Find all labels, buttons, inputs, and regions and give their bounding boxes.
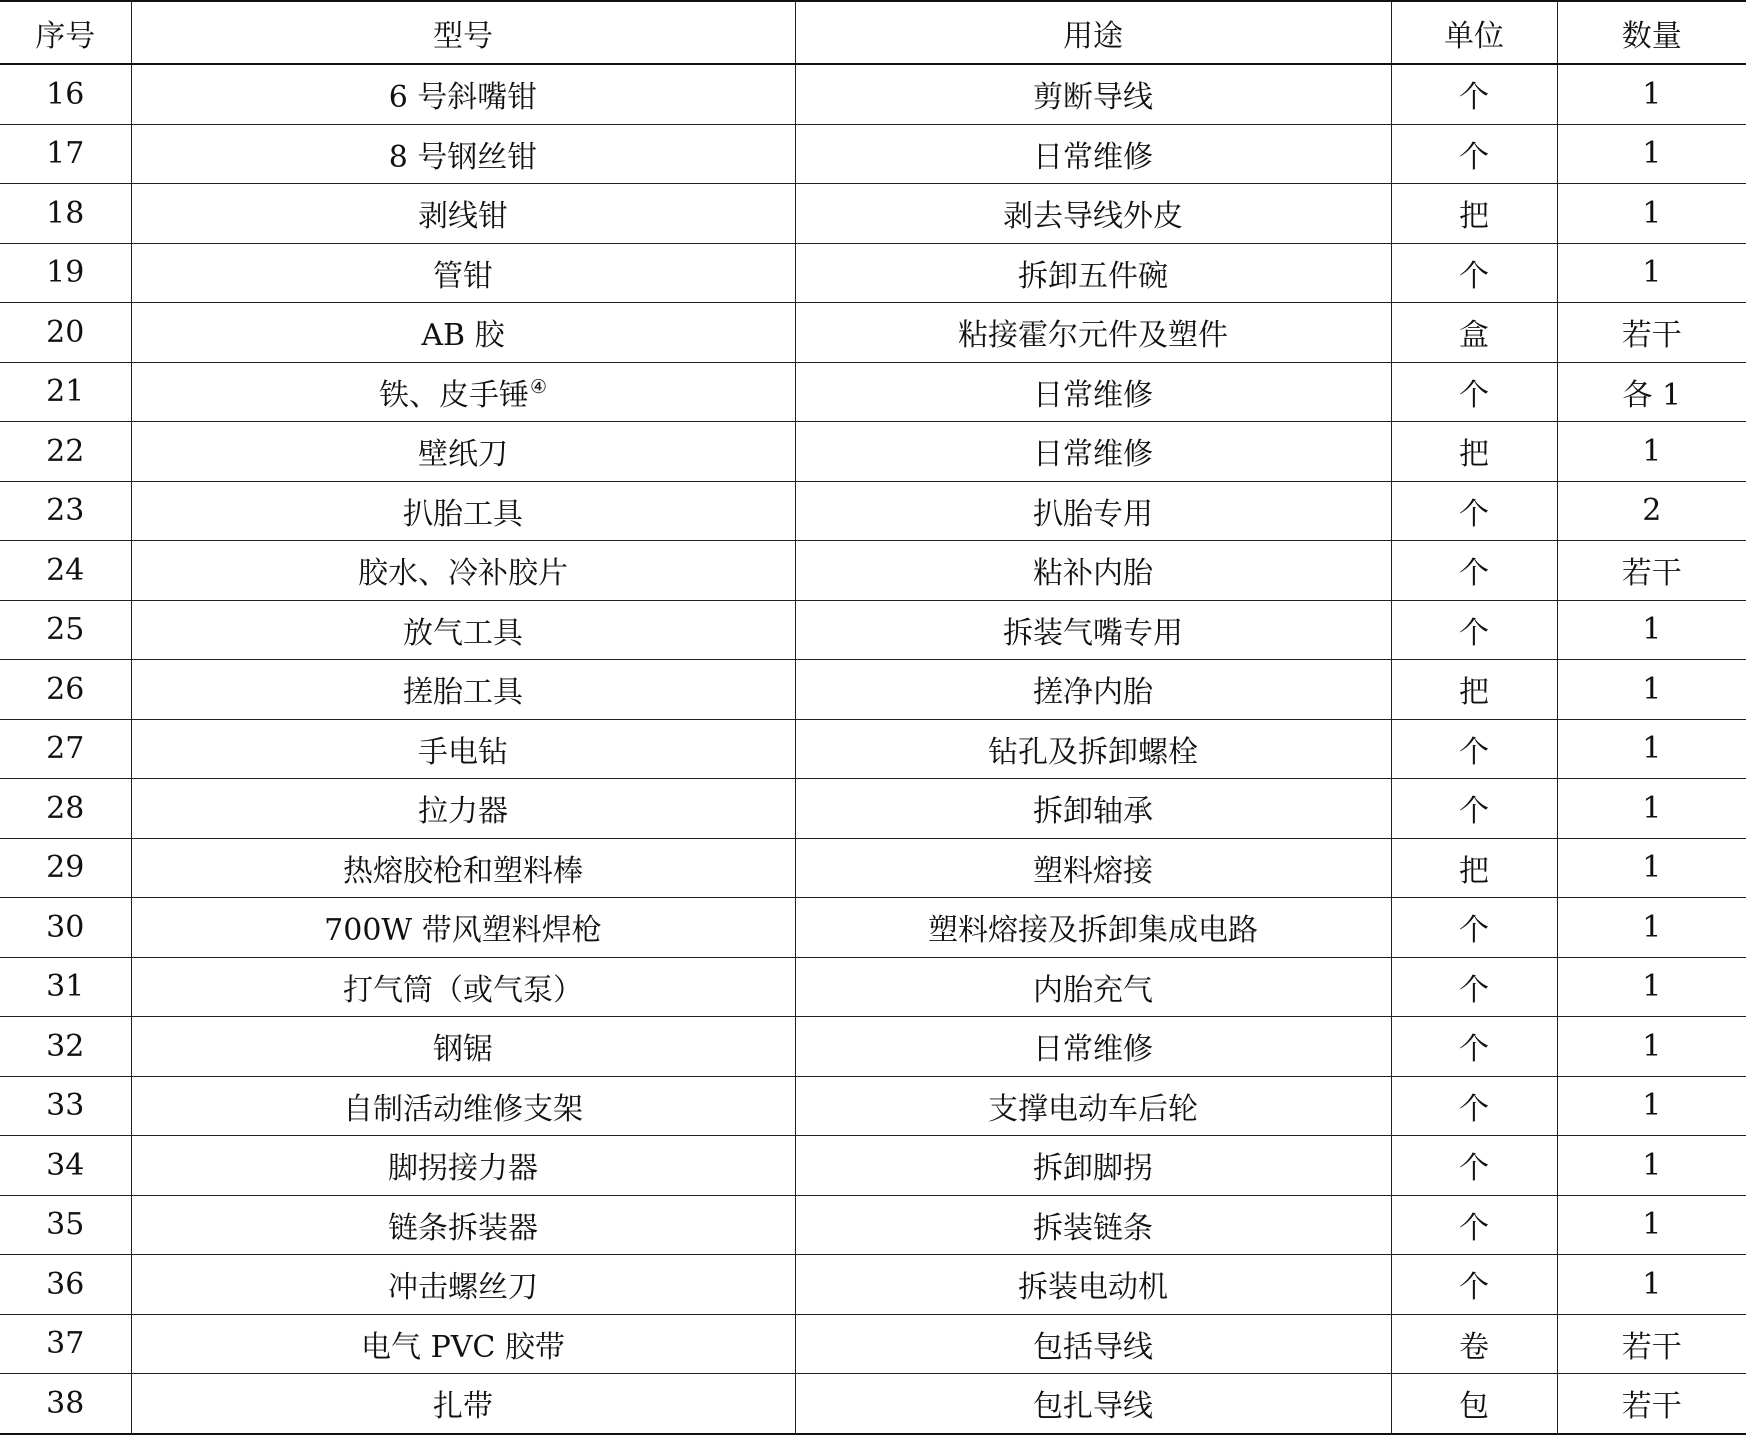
model-cell (131, 898, 795, 958)
model-cell (131, 779, 795, 839)
model-cell (131, 422, 795, 482)
serial-number-cell: 26 (0, 660, 131, 720)
header-serial-number: 序号 (0, 1, 131, 64)
header-row (0, 1, 1746, 64)
table-header (0, 1, 1746, 64)
table-row (0, 243, 1746, 303)
unit-cell: 个 (1391, 1255, 1557, 1315)
serial-number-cell: 31 (0, 957, 131, 1017)
unit-cell: 盒 (1391, 303, 1557, 363)
model-text: 壁纸刀 (418, 437, 508, 473)
model-cell (131, 838, 795, 898)
model-cell (131, 541, 795, 601)
serial-number-cell: 28 (0, 779, 131, 839)
usage-cell: 塑料熔接及拆卸集成电路 (795, 898, 1391, 958)
model-cell (131, 481, 795, 541)
header-unit: 单位 (1391, 1, 1557, 64)
model-cell (131, 1255, 795, 1315)
quantity-cell: 2 (1557, 481, 1746, 541)
quantity-cell: 若干 (1557, 541, 1746, 601)
model-cell (131, 303, 795, 363)
serial-number-cell: 16 (0, 64, 131, 124)
table-row (0, 184, 1746, 244)
quantity-cell: 各 1 (1557, 362, 1746, 422)
model-cell (131, 660, 795, 720)
model-cell (131, 719, 795, 779)
table-row (0, 898, 1746, 958)
model-cell (131, 1136, 795, 1196)
table-row (0, 1314, 1746, 1374)
model-text: 扒胎工具 (403, 496, 523, 532)
quantity-cell: 1 (1557, 1255, 1746, 1315)
model-text: 电气 PVC 胶带 (361, 1329, 565, 1365)
serial-number-cell: 19 (0, 243, 131, 303)
unit-cell: 把 (1391, 184, 1557, 244)
model-cell (131, 1076, 795, 1136)
model-text: 链条拆装器 (388, 1210, 538, 1246)
model-text: 6 号斜嘴钳 (388, 80, 538, 116)
quantity-cell: 1 (1557, 898, 1746, 958)
quantity-cell: 1 (1557, 1136, 1746, 1196)
quantity-cell: 1 (1557, 1017, 1746, 1077)
quantity-cell: 1 (1557, 957, 1746, 1017)
serial-number-cell: 30 (0, 898, 131, 958)
header-model: 型号 (131, 1, 795, 64)
serial-number-cell: 33 (0, 1076, 131, 1136)
model-text: 剥线钳 (418, 199, 508, 235)
unit-cell: 个 (1391, 1017, 1557, 1077)
serial-number-cell: 24 (0, 541, 131, 601)
usage-cell: 包括导线 (795, 1314, 1391, 1374)
unit-cell: 个 (1391, 362, 1557, 422)
quantity-cell: 1 (1557, 124, 1746, 184)
usage-cell: 拆卸五件碗 (795, 243, 1391, 303)
usage-cell: 搓净内胎 (795, 660, 1391, 720)
unit-cell: 个 (1391, 957, 1557, 1017)
model-cell (131, 1314, 795, 1374)
usage-cell: 拆装链条 (795, 1195, 1391, 1255)
model-text: 拉力器 (418, 794, 508, 830)
model-cell (131, 600, 795, 660)
footnote-marker: ④ (529, 375, 548, 398)
model-text: 钢锯 (433, 1032, 493, 1068)
usage-cell: 拆装气嘴专用 (795, 600, 1391, 660)
usage-cell: 钻孔及拆卸螺栓 (795, 719, 1391, 779)
quantity-cell: 1 (1557, 184, 1746, 244)
table-row (0, 1255, 1746, 1315)
table-row (0, 1017, 1746, 1077)
serial-number-cell: 23 (0, 481, 131, 541)
table-row (0, 600, 1746, 660)
table-row (0, 1136, 1746, 1196)
usage-cell: 日常维修 (795, 124, 1391, 184)
model-cell (131, 124, 795, 184)
usage-cell: 粘补内胎 (795, 541, 1391, 601)
usage-cell: 拆卸脚拐 (795, 1136, 1391, 1196)
table-row (0, 422, 1746, 482)
model-text: 胶水、冷补胶片 (358, 556, 568, 592)
model-text: 铁、皮手锤 (378, 377, 529, 413)
unit-cell: 个 (1391, 898, 1557, 958)
model-cell (131, 957, 795, 1017)
unit-cell: 个 (1391, 1076, 1557, 1136)
model-text: 700W 带风塑料焊枪 (324, 913, 602, 949)
header-usage: 用途 (795, 1, 1391, 64)
usage-cell: 支撑电动车后轮 (795, 1076, 1391, 1136)
serial-number-cell: 35 (0, 1195, 131, 1255)
quantity-cell: 1 (1557, 1076, 1746, 1136)
quantity-cell: 1 (1557, 600, 1746, 660)
unit-cell: 个 (1391, 600, 1557, 660)
model-text: 冲击螺丝刀 (388, 1270, 538, 1306)
usage-cell: 拆卸轴承 (795, 779, 1391, 839)
model-text: 热熔胶枪和塑料棒 (343, 853, 583, 889)
unit-cell: 个 (1391, 1136, 1557, 1196)
model-text: 8 号钢丝钳 (388, 139, 538, 175)
serial-number-cell: 27 (0, 719, 131, 779)
serial-number-cell: 17 (0, 124, 131, 184)
unit-cell: 个 (1391, 64, 1557, 124)
quantity-cell: 1 (1557, 1195, 1746, 1255)
table-row (0, 1195, 1746, 1255)
model-text: 管钳 (433, 258, 493, 294)
model-cell (131, 1195, 795, 1255)
table-row (0, 124, 1746, 184)
usage-cell: 日常维修 (795, 1017, 1391, 1077)
quantity-cell: 1 (1557, 838, 1746, 898)
usage-cell: 粘接霍尔元件及塑件 (795, 303, 1391, 363)
table-row (0, 779, 1746, 839)
unit-cell: 个 (1391, 541, 1557, 601)
model-cell (131, 1374, 795, 1434)
usage-cell: 扒胎专用 (795, 481, 1391, 541)
serial-number-cell: 32 (0, 1017, 131, 1077)
table-row (0, 1374, 1746, 1434)
header-quantity: 数量 (1557, 1, 1746, 64)
unit-cell: 卷 (1391, 1314, 1557, 1374)
quantity-cell: 1 (1557, 779, 1746, 839)
serial-number-cell: 22 (0, 422, 131, 482)
serial-number-cell: 20 (0, 303, 131, 363)
serial-number-cell: 25 (0, 600, 131, 660)
unit-cell: 个 (1391, 1195, 1557, 1255)
table-row (0, 660, 1746, 720)
usage-cell: 日常维修 (795, 422, 1391, 482)
table-row (0, 838, 1746, 898)
serial-number-cell: 21 (0, 362, 131, 422)
usage-cell: 剪断导线 (795, 64, 1391, 124)
model-text: 脚拐接力器 (388, 1151, 538, 1187)
serial-number-cell: 38 (0, 1374, 131, 1434)
table-row (0, 362, 1746, 422)
serial-number-cell: 18 (0, 184, 131, 244)
serial-number-cell: 36 (0, 1255, 131, 1315)
usage-cell: 内胎充气 (795, 957, 1391, 1017)
quantity-cell: 1 (1557, 719, 1746, 779)
unit-cell: 个 (1391, 243, 1557, 303)
model-text: 打气筒（或气泵） (343, 972, 583, 1008)
quantity-cell: 1 (1557, 243, 1746, 303)
unit-cell: 把 (1391, 422, 1557, 482)
model-cell (131, 64, 795, 124)
table-body (0, 64, 1746, 1434)
quantity-cell: 若干 (1557, 303, 1746, 363)
model-text: 手电钻 (418, 734, 508, 770)
serial-number-cell: 37 (0, 1314, 131, 1374)
quantity-cell: 1 (1557, 660, 1746, 720)
model-text: 扎带 (433, 1389, 493, 1425)
table-row (0, 1076, 1746, 1136)
usage-cell: 剥去导线外皮 (795, 184, 1391, 244)
serial-number-cell: 29 (0, 838, 131, 898)
model-text: AB 胶 (421, 318, 505, 354)
model-cell (131, 1017, 795, 1077)
table-row (0, 541, 1746, 601)
table-row (0, 481, 1746, 541)
model-text: 自制活动维修支架 (343, 1091, 583, 1127)
unit-cell: 个 (1391, 779, 1557, 839)
table-row (0, 957, 1746, 1017)
model-cell (131, 362, 795, 422)
quantity-cell: 1 (1557, 64, 1746, 124)
unit-cell: 把 (1391, 660, 1557, 720)
quantity-cell: 若干 (1557, 1314, 1746, 1374)
serial-number-cell: 34 (0, 1136, 131, 1196)
model-cell (131, 184, 795, 244)
quantity-cell: 若干 (1557, 1374, 1746, 1434)
usage-cell: 日常维修 (795, 362, 1391, 422)
usage-cell: 拆装电动机 (795, 1255, 1391, 1315)
quantity-cell: 1 (1557, 422, 1746, 482)
unit-cell: 个 (1391, 719, 1557, 779)
unit-cell: 个 (1391, 124, 1557, 184)
table-row (0, 719, 1746, 779)
unit-cell: 把 (1391, 838, 1557, 898)
table-row (0, 303, 1746, 363)
table-row (0, 64, 1746, 124)
model-cell (131, 243, 795, 303)
unit-cell: 个 (1391, 481, 1557, 541)
unit-cell: 包 (1391, 1374, 1557, 1434)
model-text: 搓胎工具 (403, 675, 523, 711)
model-text: 放气工具 (403, 615, 523, 651)
usage-cell: 塑料熔接 (795, 838, 1391, 898)
usage-cell: 包扎导线 (795, 1374, 1391, 1434)
